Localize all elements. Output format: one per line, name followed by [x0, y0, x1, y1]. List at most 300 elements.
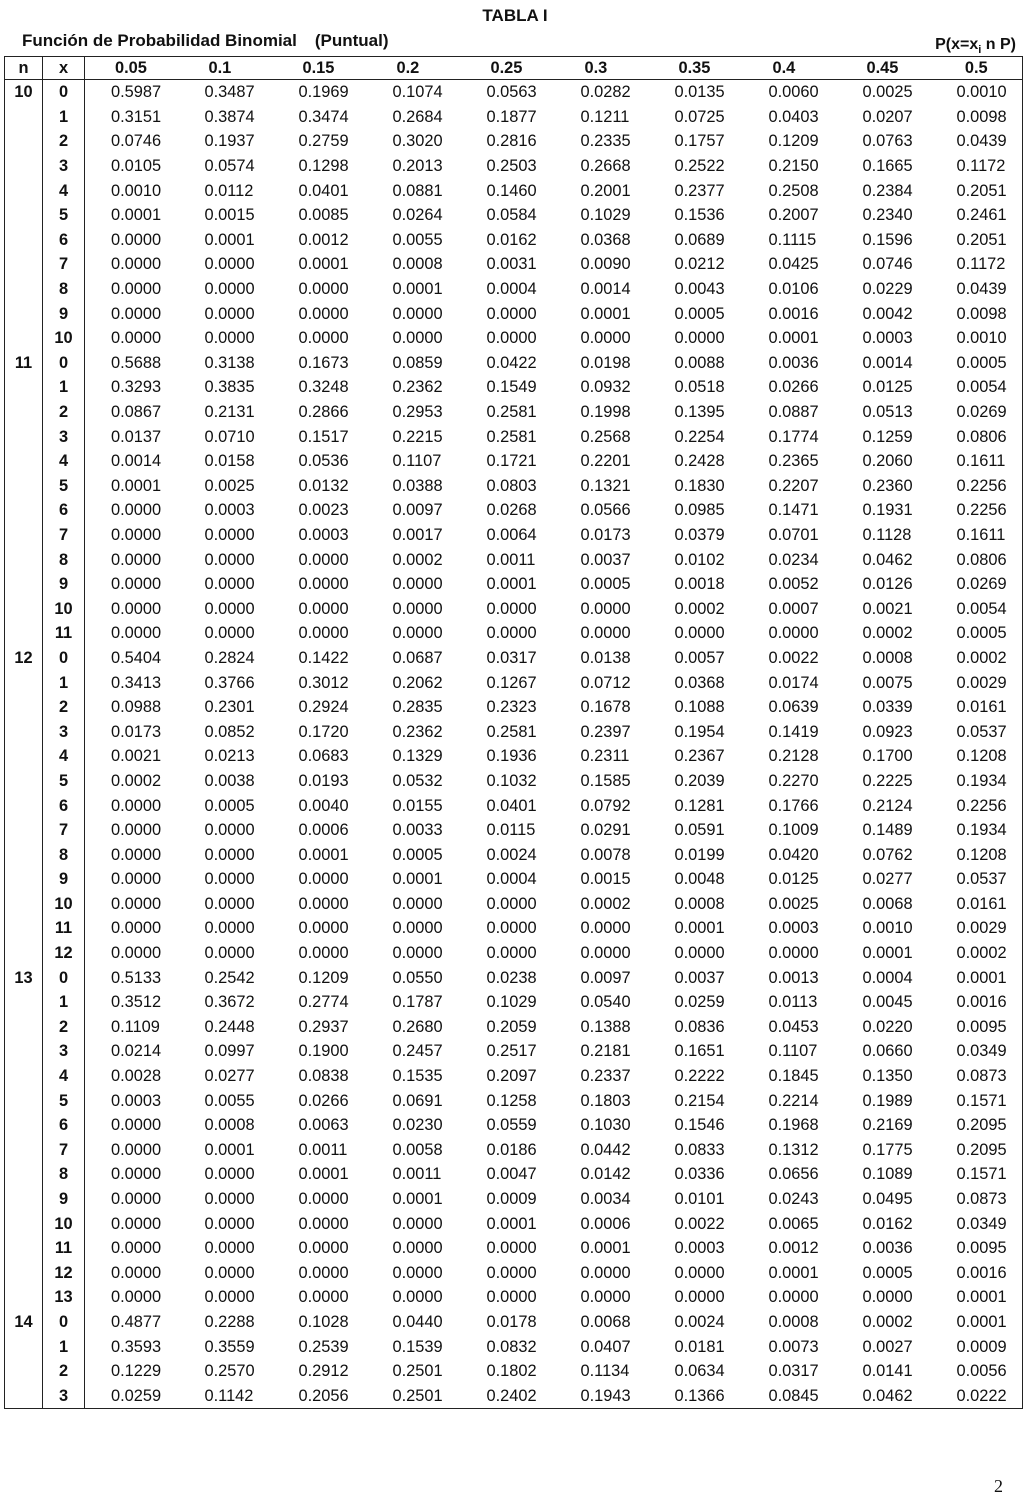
cell-probability: 0.0012 — [298, 230, 349, 249]
cell-probability: 0.0932 — [580, 378, 631, 397]
cell-probability: 0.0102 — [674, 550, 725, 569]
cell-x: 2 — [43, 400, 85, 425]
formula-subscript: i — [978, 44, 982, 57]
cell-n — [5, 1285, 43, 1310]
table-row — [5, 129, 1023, 154]
cell-probability: 0.0001 — [298, 1165, 349, 1184]
cell-probability: 0.1419 — [768, 722, 819, 741]
cell-probability: 0.0137 — [111, 427, 162, 446]
cell-probability: 0.0000 — [486, 1239, 537, 1258]
cell-probability: 0.0833 — [674, 1140, 725, 1159]
cell-probability: 0.0379 — [674, 525, 725, 544]
cell-probability: 0.0207 — [862, 107, 913, 126]
cell-probability: 0.0000 — [111, 894, 162, 913]
table-row — [5, 744, 1023, 769]
cell-n: 11 — [5, 351, 43, 376]
cell-probability: 0.0000 — [204, 1165, 255, 1184]
cell-probability: 0.0349 — [956, 1042, 1007, 1061]
table-row — [5, 1211, 1023, 1236]
cell-probability: 0.0222 — [956, 1386, 1007, 1405]
table-row — [5, 424, 1023, 449]
cell-probability: 0.0000 — [298, 870, 349, 889]
cell-probability: 0.1312 — [768, 1140, 819, 1159]
cell-probability: 0.0068 — [580, 1312, 631, 1331]
cell-probability: 0.0126 — [862, 575, 913, 594]
cell-probability: 0.0540 — [580, 993, 631, 1012]
cell-probability: 0.0078 — [580, 845, 631, 864]
cell-probability: 0.4877 — [111, 1312, 162, 1331]
page-title: TABLA I — [482, 6, 548, 25]
cell-probability: 0.0002 — [956, 648, 1007, 667]
cell-n: 12 — [5, 646, 43, 671]
cell-probability: 0.0047 — [486, 1165, 537, 1184]
cell-probability: 0.1209 — [768, 132, 819, 151]
cell-probability: 0.1721 — [486, 452, 537, 471]
cell-probability: 0.0563 — [486, 83, 537, 102]
cell-n: 14 — [5, 1310, 43, 1335]
cell-probability: 0.0013 — [768, 968, 819, 987]
cell-probability: 0.0000 — [204, 575, 255, 594]
cell-probability: 0.0000 — [111, 845, 162, 864]
cell-probability: 0.0008 — [204, 1116, 255, 1135]
cell-probability: 0.1968 — [768, 1116, 819, 1135]
cell-probability: 0.5987 — [111, 83, 162, 102]
cell-probability: 0.0054 — [956, 599, 1007, 618]
cell-x: 7 — [43, 523, 85, 548]
cell-probability: 0.0495 — [862, 1190, 913, 1209]
cell-probability: 0.2360 — [862, 476, 913, 495]
cell-probability: 0.0057 — [674, 648, 725, 667]
cell-x: 2 — [43, 695, 85, 720]
cell-probability: 0.2835 — [392, 698, 443, 717]
cell-probability: 0.2503 — [486, 157, 537, 176]
cell-probability: 0.0017 — [392, 525, 443, 544]
cell-probability: 0.0000 — [298, 1263, 349, 1282]
cell-probability: 0.1845 — [768, 1067, 819, 1086]
cell-probability: 0.2056 — [298, 1386, 349, 1405]
cell-probability: 0.0887 — [768, 403, 819, 422]
cell-probability: 0.3593 — [111, 1337, 162, 1356]
cell-probability: 0.0174 — [768, 673, 819, 692]
cell-probability: 0.1787 — [392, 993, 443, 1012]
cell-n — [5, 375, 43, 400]
cell-probability: 0.0687 — [392, 648, 443, 667]
cell-probability: 0.0000 — [580, 919, 631, 938]
cell-probability: 0.0199 — [674, 845, 725, 864]
cell-probability: 0.0746 — [862, 255, 913, 274]
cell-probability: 0.0000 — [486, 1288, 537, 1307]
cell-probability: 0.1651 — [674, 1042, 725, 1061]
cell-probability: 0.2581 — [486, 722, 537, 741]
cell-probability: 0.0988 — [111, 698, 162, 717]
cell-probability: 0.2684 — [392, 107, 443, 126]
cell-probability: 0.0018 — [674, 575, 725, 594]
header-p: 0.2 — [367, 57, 461, 80]
table-row — [5, 842, 1023, 867]
cell-probability: 0.0021 — [862, 599, 913, 618]
cell-probability: 0.2581 — [486, 427, 537, 446]
table-row — [5, 154, 1023, 179]
cell-n — [5, 498, 43, 523]
cell-probability: 0.0000 — [111, 230, 162, 249]
table-row — [5, 1310, 1023, 1335]
cell-probability: 0.0178 — [486, 1312, 537, 1331]
table-row — [5, 351, 1023, 376]
cell-x: 2 — [43, 129, 85, 154]
cell-probability: 0.0229 — [862, 280, 913, 299]
formula-suffix: n P) — [981, 36, 1016, 53]
cell-probability: 0.0000 — [204, 1214, 255, 1233]
cell-probability: 0.0422 — [486, 353, 537, 372]
table-row — [5, 1088, 1023, 1113]
table-row — [5, 670, 1023, 695]
cell-probability: 0.0015 — [204, 206, 255, 225]
cell-probability: 0.0403 — [768, 107, 819, 126]
cell-n — [5, 424, 43, 449]
header-x: x — [43, 57, 85, 80]
cell-probability: 0.2362 — [392, 722, 443, 741]
cell-probability: 0.2270 — [768, 771, 819, 790]
cell-n — [5, 129, 43, 154]
header-p: 0.5 — [931, 57, 1023, 80]
table-row — [5, 941, 1023, 966]
header-n: n — [5, 57, 43, 80]
cell-probability: 0.1395 — [674, 403, 725, 422]
cell-probability: 0.0000 — [392, 575, 443, 594]
cell-probability: 0.0832 — [486, 1337, 537, 1356]
cell-probability: 0.0008 — [674, 894, 725, 913]
cell-probability: 0.1774 — [768, 427, 819, 446]
cell-probability: 0.0014 — [111, 452, 162, 471]
table-row — [5, 1334, 1023, 1359]
cell-probability: 0.0001 — [486, 1214, 537, 1233]
cell-x: 5 — [43, 769, 85, 794]
cell-probability: 0.0000 — [111, 255, 162, 274]
cell-probability: 0.0000 — [392, 1263, 443, 1282]
cell-n — [5, 1039, 43, 1064]
cell-probability: 0.1665 — [862, 157, 913, 176]
cell-probability: 0.2128 — [768, 747, 819, 766]
cell-probability: 0.0000 — [204, 894, 255, 913]
cell-probability: 0.0746 — [111, 132, 162, 151]
cell-probability: 0.0000 — [768, 944, 819, 963]
cell-probability: 0.0000 — [392, 894, 443, 913]
table-row — [5, 326, 1023, 351]
cell-probability: 0.1700 — [862, 747, 913, 766]
cell-probability: 0.0001 — [486, 575, 537, 594]
cell-probability: 0.0005 — [862, 1263, 913, 1282]
cell-probability: 0.3672 — [204, 993, 255, 1012]
cell-probability: 0.0336 — [674, 1165, 725, 1184]
cell-probability: 0.0001 — [674, 919, 725, 938]
cell-probability: 0.0009 — [956, 1337, 1007, 1356]
cell-probability: 0.0000 — [111, 280, 162, 299]
cell-probability: 0.0000 — [486, 919, 537, 938]
cell-probability: 0.0015 — [580, 870, 631, 889]
cell-probability: 0.0011 — [392, 1165, 442, 1184]
cell-probability: 0.0000 — [204, 845, 255, 864]
cell-probability: 0.0656 — [768, 1165, 819, 1184]
cell-probability: 0.0985 — [674, 501, 725, 520]
cell-probability: 0.0010 — [956, 83, 1007, 102]
cell-probability: 0.0000 — [111, 329, 162, 348]
cell-x: 8 — [43, 547, 85, 572]
table-row — [5, 916, 1023, 941]
table-row — [5, 695, 1023, 720]
cell-probability: 0.0845 — [768, 1386, 819, 1405]
cell-probability: 0.2759 — [298, 132, 349, 151]
cell-probability: 0.0000 — [111, 870, 162, 889]
cell-probability: 0.3413 — [111, 673, 162, 692]
table-row — [5, 621, 1023, 646]
cell-n — [5, 695, 43, 720]
cell-probability: 0.2774 — [298, 993, 349, 1012]
cell-probability: 0.0025 — [768, 894, 819, 913]
cell-probability: 0.3151 — [111, 107, 162, 126]
cell-n — [5, 572, 43, 597]
cell-probability: 0.0264 — [392, 206, 443, 225]
cell-x: 0 — [43, 646, 85, 671]
cell-probability: 0.2256 — [956, 796, 1007, 815]
cell-probability: 0.0043 — [674, 280, 725, 299]
cell-probability: 0.0002 — [674, 599, 725, 618]
cell-probability: 0.0008 — [392, 255, 443, 274]
table-row — [5, 719, 1023, 744]
cell-probability: 0.0213 — [204, 747, 255, 766]
cell-x: 6 — [43, 498, 85, 523]
cell-probability: 0.2225 — [862, 771, 913, 790]
cell-probability: 0.0004 — [862, 968, 913, 987]
cell-probability: 0.1258 — [486, 1091, 537, 1110]
cell-probability: 0.0002 — [392, 550, 443, 569]
table-row — [5, 1039, 1023, 1064]
cell-probability: 0.0000 — [204, 255, 255, 274]
cell-probability: 0.0022 — [768, 648, 819, 667]
cell-probability: 0.0006 — [580, 1214, 631, 1233]
cell-probability: 0.0000 — [580, 624, 631, 643]
cell-x: 10 — [43, 596, 85, 621]
cell-n — [5, 1236, 43, 1261]
cell-n — [5, 842, 43, 867]
cell-probability: 0.0277 — [862, 870, 913, 889]
cell-probability: 0.0230 — [392, 1116, 443, 1135]
cell-probability: 0.2007 — [768, 206, 819, 225]
cell-probability: 0.0005 — [580, 575, 631, 594]
header-p: 0.05 — [85, 57, 179, 80]
cell-probability: 0.0031 — [486, 255, 537, 274]
cell-probability: 0.2288 — [204, 1312, 255, 1331]
cell-probability: 0.1229 — [111, 1362, 162, 1381]
cell-probability: 0.1109 — [111, 1017, 160, 1036]
cell-probability: 0.0368 — [580, 230, 631, 249]
cell-probability: 0.2367 — [674, 747, 725, 766]
cell-probability: 0.0000 — [298, 919, 349, 938]
cell-probability: 0.0161 — [956, 698, 1007, 717]
cell-n — [5, 1015, 43, 1040]
cell-n — [5, 1359, 43, 1384]
cell-probability: 0.0537 — [956, 722, 1007, 741]
cell-x: 9 — [43, 1187, 85, 1212]
cell-probability: 0.0001 — [956, 1288, 1007, 1307]
cell-x: 1 — [43, 105, 85, 130]
cell-probability: 0.0125 — [768, 870, 819, 889]
cell-probability: 0.2039 — [674, 771, 725, 790]
cell-probability: 0.2013 — [392, 157, 443, 176]
header-p: 0.1 — [179, 57, 273, 80]
table-row — [5, 80, 1023, 105]
cell-n — [5, 621, 43, 646]
cell-probability: 0.2816 — [486, 132, 537, 151]
cell-probability: 0.0000 — [768, 624, 819, 643]
cell-probability: 0.0238 — [486, 968, 537, 987]
cell-probability: 0.0064 — [486, 525, 537, 544]
cell-n — [5, 990, 43, 1015]
cell-probability: 0.0000 — [486, 624, 537, 643]
cell-x: 4 — [43, 1064, 85, 1089]
cell-x: 9 — [43, 867, 85, 892]
cell-probability: 0.0803 — [486, 476, 537, 495]
cell-x: 4 — [43, 178, 85, 203]
cell-probability: 0.0000 — [298, 1239, 349, 1258]
cell-probability: 0.0034 — [580, 1190, 631, 1209]
cell-probability: 0.0266 — [298, 1091, 349, 1110]
cell-x: 1 — [43, 670, 85, 695]
cell-probability: 0.2824 — [204, 648, 255, 667]
cell-n — [5, 1088, 43, 1113]
cell-n — [5, 154, 43, 179]
cell-probability: 0.1211 — [580, 107, 630, 126]
cell-probability: 0.0158 — [204, 452, 255, 471]
cell-probability: 0.0836 — [674, 1017, 725, 1036]
table-row — [5, 400, 1023, 425]
cell-probability: 0.0073 — [768, 1337, 819, 1356]
cell-probability: 0.0000 — [204, 1190, 255, 1209]
cell-probability: 0.0997 — [204, 1042, 255, 1061]
cell-probability: 0.0269 — [956, 403, 1007, 422]
cell-probability: 0.0000 — [204, 1239, 255, 1258]
cell-probability: 0.0000 — [111, 525, 162, 544]
cell-n — [5, 400, 43, 425]
cell-probability: 0.0162 — [862, 1214, 913, 1233]
cell-x: 6 — [43, 228, 85, 253]
cell-probability: 0.3293 — [111, 378, 162, 397]
cell-probability: 0.0000 — [392, 599, 443, 618]
cell-probability: 0.0683 — [298, 747, 349, 766]
cell-probability: 0.2924 — [298, 698, 349, 717]
cell-probability: 0.0025 — [204, 476, 255, 495]
cell-probability: 0.0016 — [956, 993, 1007, 1012]
table-row — [5, 1064, 1023, 1089]
cell-probability: 0.0420 — [768, 845, 819, 864]
cell-probability: 0.1757 — [674, 132, 725, 151]
cell-probability: 0.1281 — [674, 796, 725, 815]
cell-probability: 0.2866 — [298, 403, 349, 422]
cell-probability: 0.2539 — [298, 1337, 349, 1356]
cell-probability: 0.0550 — [392, 968, 443, 987]
cell-probability: 0.1074 — [392, 83, 443, 102]
cell-probability: 0.0068 — [862, 894, 913, 913]
cell-probability: 0.1259 — [862, 427, 913, 446]
cell-probability: 0.0029 — [956, 919, 1007, 938]
cell-probability: 0.0867 — [111, 403, 162, 422]
cell-probability: 0.0259 — [674, 993, 725, 1012]
cell-probability: 0.0291 — [580, 821, 631, 840]
cell-probability: 0.1936 — [486, 747, 537, 766]
cell-probability: 0.0105 — [111, 157, 162, 176]
cell-probability: 0.0591 — [674, 821, 725, 840]
cell-probability: 0.1209 — [298, 968, 349, 987]
cell-probability: 0.0101 — [674, 1190, 725, 1209]
cell-x: 3 — [43, 719, 85, 744]
cell-probability: 0.0000 — [392, 944, 443, 963]
cell-probability: 0.0014 — [862, 353, 913, 372]
cell-probability: 0.1931 — [862, 501, 913, 520]
cell-probability: 0.0792 — [580, 796, 631, 815]
cell-probability: 0.1107 — [392, 452, 442, 471]
cell-probability: 0.0243 — [768, 1190, 819, 1209]
cell-probability: 0.0339 — [862, 698, 913, 717]
cell-x: 3 — [43, 154, 85, 179]
cell-probability: 0.2522 — [674, 157, 725, 176]
cell-probability: 0.1998 — [580, 403, 631, 422]
table-row — [5, 1138, 1023, 1163]
cell-probability: 0.0000 — [580, 599, 631, 618]
table-row — [5, 252, 1023, 277]
cell-x: 8 — [43, 1162, 85, 1187]
cell-x: 4 — [43, 744, 85, 769]
cell-x: 3 — [43, 1383, 85, 1408]
cell-probability: 0.0007 — [768, 599, 819, 618]
cell-probability: 0.0000 — [298, 944, 349, 963]
cell-n — [5, 1187, 43, 1212]
cell-probability: 0.0021 — [111, 747, 162, 766]
cell-probability: 0.0439 — [956, 132, 1007, 151]
cell-probability: 0.0003 — [298, 525, 349, 544]
cell-probability: 0.0002 — [956, 944, 1007, 963]
cell-probability: 0.2301 — [204, 698, 255, 717]
cell-probability: 0.1115 — [768, 230, 817, 249]
cell-probability: 0.0005 — [956, 624, 1007, 643]
cell-probability: 0.0005 — [204, 796, 255, 815]
cell-x: 5 — [43, 203, 85, 228]
cell-probability: 0.0065 — [768, 1214, 819, 1233]
cell-probability: 0.2124 — [862, 796, 913, 815]
cell-probability: 0.0025 — [862, 83, 913, 102]
cell-probability: 0.2154 — [674, 1091, 725, 1110]
cell-probability: 0.0000 — [486, 894, 537, 913]
cell-probability: 0.0634 — [674, 1362, 725, 1381]
cell-probability: 0.2311 — [580, 747, 630, 766]
cell-probability: 0.1298 — [298, 157, 349, 176]
cell-probability: 0.0098 — [956, 107, 1007, 126]
cell-probability: 0.2508 — [768, 181, 819, 200]
cell-probability: 0.0002 — [580, 894, 631, 913]
table-row — [5, 965, 1023, 990]
cell-probability: 0.1830 — [674, 476, 725, 495]
cell-x: 5 — [43, 474, 85, 499]
cell-probability: 0.3012 — [298, 673, 349, 692]
cell-probability: 0.1172 — [956, 255, 1006, 274]
cell-probability: 0.0317 — [768, 1362, 819, 1381]
cell-probability: 0.0401 — [298, 181, 349, 200]
cell-probability: 0.0000 — [298, 1288, 349, 1307]
cell-probability: 0.0142 — [580, 1165, 631, 1184]
cell-probability: 0.0000 — [204, 599, 255, 618]
cell-probability: 0.0001 — [111, 206, 162, 225]
cell-probability: 0.0000 — [111, 796, 162, 815]
cell-probability: 0.1535 — [392, 1067, 443, 1086]
cell-probability: 0.0000 — [486, 304, 537, 323]
